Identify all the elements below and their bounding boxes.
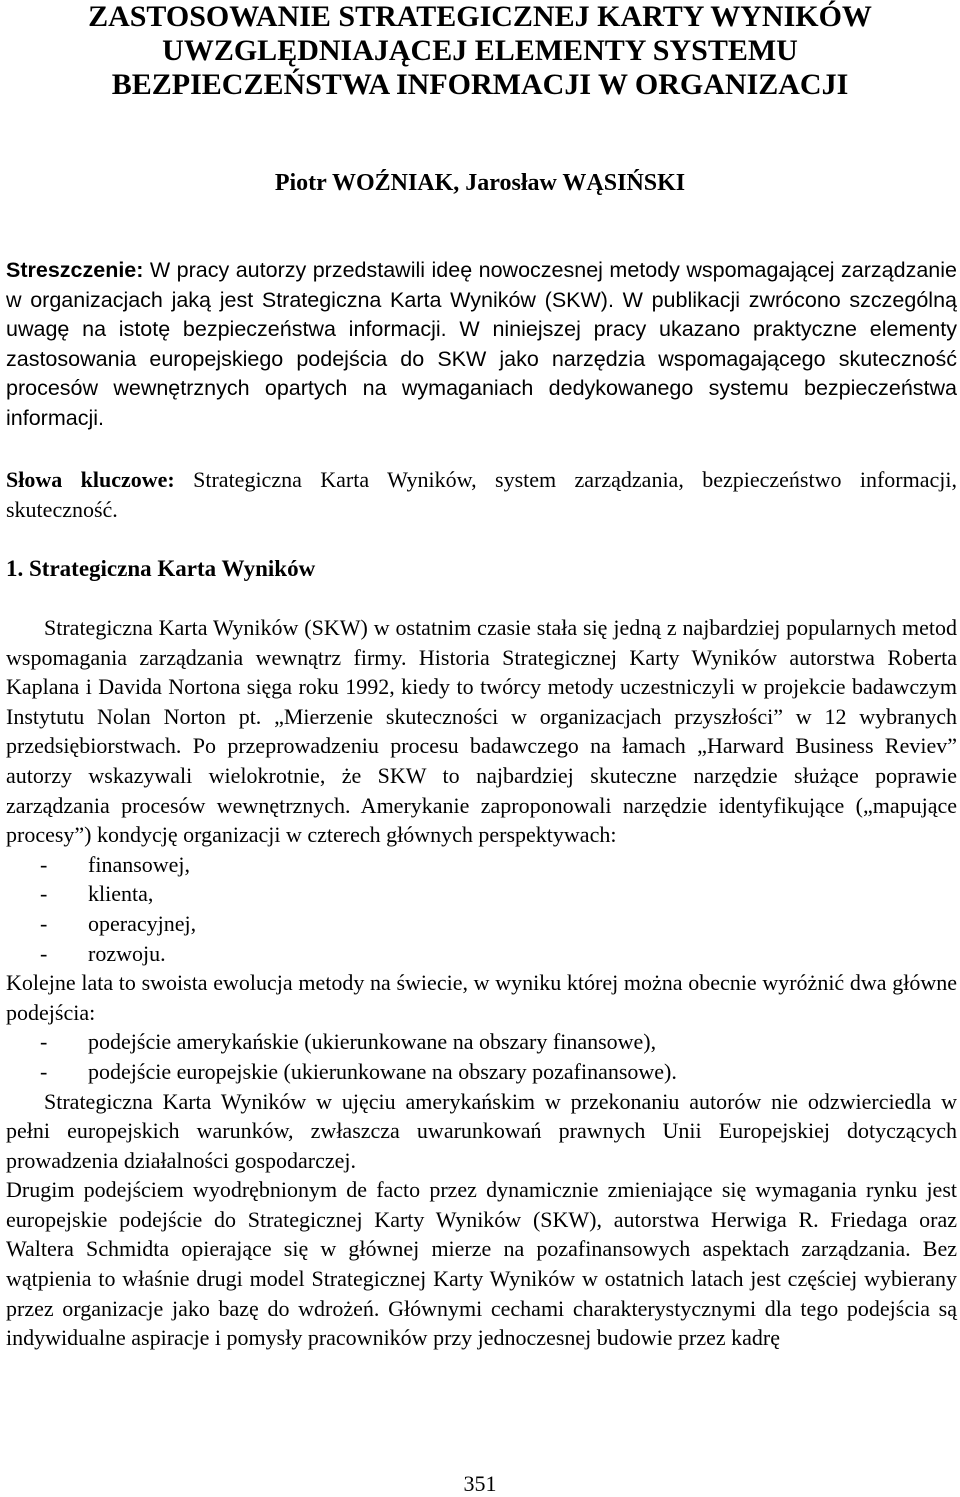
list-item: [6, 850, 957, 880]
abstract-text: W pracy autorzy przedstawili ideę nowoczesnej metody wspomagającej zarządzanie w organizacjach jaką jest Strategiczna Karta Wyników (SKW). W publikacji zwrócono szczególną uwagę na istotę bezpieczeństwa informacji. W niniejszej pracy ukazano praktyczne elementy zastosowania europejskiego podejścia do SKW jako narzędzia wspomagającego skuteczność procesów wewnętrznych opartych na wymaganiach dedykowanego systemu bezpieczeństwa informacji.: [6, 258, 957, 430]
paragraph: Kolejne lata to swoista ewolucja metody na świecie, w wyniku której można obecnie wyróżnić dwa główne podejścia:: [6, 970, 957, 1025]
list-item-text: klienta,: [88, 881, 154, 907]
paragraph: Strategiczna Karta Wyników (SKW) w ostatnim czasie stała się jedną z najbardziej popularnych metod wspomagania zarządzania wewnątrz firmy. Historia Strategicznej Karty Wyników autorstwa Roberta Kaplana i Davida Nortona sięga roku 1992, kiedy to twórcy metody uczestniczyli w projekcie badawczym Instytutu Nolan Norton pt. „Mierzenie skuteczności w organizacjach przyszłości” w 12 wybranych przedsiębiorstwach. Po przeprowadzeniu procesu badawczego na łamach „Harward Business Reviev” autorzy wskazywali wielokrotnie, że SKW to najbardziej skuteczne narzędzie służące poprawie zarządzania procesów wewnętrznych. Amerykanie zaproponowali narzędzie identyfikujące („mapujące procesy”) kondycję organizacji w czterech głównych perspektywach:: [6, 615, 957, 848]
list-item: [6, 1027, 957, 1057]
list-item-text: podejście amerykańskie (ukierunkowane na obszary finansowe),: [88, 1029, 657, 1055]
list-dash: -: [40, 1029, 48, 1055]
abstract: [6, 256, 957, 434]
page-number: 351: [463, 1471, 497, 1496]
list-dash: -: [40, 910, 48, 936]
authors: Piotr WOŹNIAK, Jarosław WĄSIŃSKI: [274, 170, 686, 196]
list-item: [6, 1057, 957, 1087]
keywords-label: Słowa kluczowe:: [6, 467, 175, 492]
list-item-text: rozwoju.: [88, 940, 166, 966]
list-item-text: podejście europejskie (ukierunkowane na obszary pozafinansowe).: [88, 1058, 677, 1084]
title-line: ZASTOSOWANIE STRATEGICZNEJ KARTY WYNIKÓW: [88, 0, 872, 33]
list-item: [6, 879, 957, 909]
keywords: [6, 465, 957, 524]
list-item: [6, 939, 957, 969]
abstract-label: Streszczenie:: [6, 258, 144, 282]
section-heading: 1. Strategiczna Karta Wyników: [6, 556, 316, 581]
paragraph: Strategiczna Karta Wyników w ujęciu amerykańskim w przekonaniu autorów nie odzwierciedla w pełni europejskich warunków, zwłaszcza uwarunkowań prawnych Unii Europejskiej dotyczących prowadzenia działalności gospodarczej.: [6, 1088, 957, 1173]
list-item-text: operacyjnej,: [88, 910, 197, 936]
list-dash: -: [40, 940, 48, 966]
paragraph: Drugim podejściem wyodrębnionym de facto przez dynamicznie zmieniające się wymagania rynku jest europejskie podejście do Strategicznej Karty Wyników (SKW), autorstwa Herwiga R. Friedaga oraz Waltera Schmidta opierające się w głównej mierze na pozafinansowych aspektach zarządzania. Bez wątpienia to właśnie drugi model Strategicznej Karty Wyników w ostatnich latach jest częściej wybierany przez organizacje jako bazę do wdrożeń. Głównymi cechami charakterystycznymi dla tego podejścia są indywidualne aspiracje i pomysły pracowników przy jednoczesnej budowie przez kadrę: [6, 1177, 957, 1351]
title-line: UWZGLĘDNIAJĄCEJ ELEMENTY SYSTEMU: [162, 34, 798, 67]
perspectives-list: [6, 850, 957, 968]
list-item-text: finansowej,: [88, 851, 191, 877]
keywords-text: Strategiczna Karta Wyników, system zarządzania, bezpieczeństwo informacji, skuteczność.: [6, 467, 957, 522]
approaches-list: [6, 1027, 957, 1086]
list-dash: -: [40, 881, 48, 907]
paper-title: [0, 0, 960, 102]
list-item: [6, 909, 957, 939]
list-dash: -: [40, 851, 48, 877]
section-body: [6, 613, 957, 1353]
title-line: BEZPIECZEŃSTWA INFORMACJI W ORGANIZACJI: [111, 68, 849, 101]
list-dash: -: [40, 1058, 48, 1084]
